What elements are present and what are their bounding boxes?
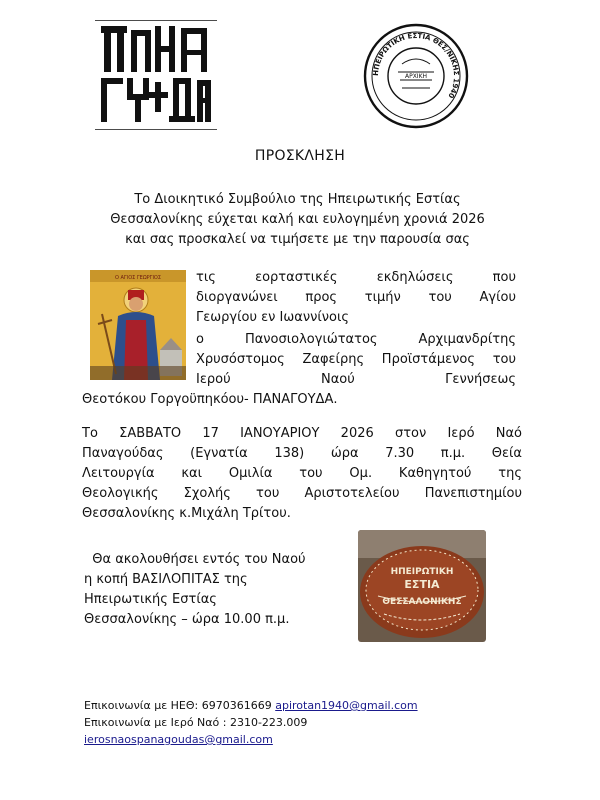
- priest-line: Ιερού Ναού Γεννήσεως: [196, 372, 516, 387]
- cake-text-line3: ΘΕΣΣΑΛΟΝΙΚΗΣ: [382, 597, 462, 607]
- vasilopita-paragraph: [84, 550, 344, 630]
- saint-icon-graphic: [90, 270, 186, 380]
- intro-paragraph: [70, 190, 525, 250]
- service-line: Θεσσαλονίκης κ.Μιχάλη Τρίτου.: [82, 506, 291, 521]
- priest-line: Χρυσόστομος Ζαφείρης Προϊστάμενος του: [196, 352, 516, 367]
- vasilopita-cake-image: [358, 530, 486, 642]
- events-line: τις εορταστικές εκδηλώσεις που: [196, 270, 516, 285]
- intro-line: Το Διοικητικό Συμβούλιο της Ηπειρωτικής Εστίας: [134, 192, 461, 207]
- cake-graphic: [358, 530, 486, 642]
- seal-center-text: ΑΡΧΙΚΗ: [404, 73, 428, 80]
- hpeirotiki-estia-seal: [362, 22, 470, 130]
- saint-george-icon-image: [90, 270, 186, 380]
- contact-hef-email-link[interactable]: apirotan1940@gmail.com: [275, 699, 418, 712]
- priest-paragraph: [196, 330, 516, 390]
- panagouda-logo-graphic: [95, 20, 217, 130]
- priest-line: ο Πανοσιολογιώτατος Αρχιμανδρίτης: [196, 332, 516, 347]
- contact-church-email-link[interactable]: ierosnaospanagoudas@gmail.com: [84, 733, 273, 746]
- contact-line-church: Επικοινωνία με Ιερό Ναό : 2310-223.009: [84, 716, 308, 729]
- contact-line-church-email: [84, 731, 544, 748]
- vasilopita-line: η κοπή ΒΑΣΙΛΟΠΙΤΑΣ της: [84, 572, 248, 587]
- contact-hef-label: Επικοινωνία με ΗΕΘ: 6970361669: [84, 699, 276, 712]
- intro-line: Θεσσαλονίκης εύχεται καλή και ευλογημένη χρονιά 2026: [110, 212, 485, 227]
- cake-text-line2: ΕΣΤΙΑ: [404, 578, 440, 591]
- service-line: Το ΣΑΒΒΑΤΟ 17 ΙΑΝΟΥΑΡΙΟΥ 2026 στον Ιερό Ναό: [82, 426, 522, 441]
- contacts-block: [84, 697, 544, 748]
- vasilopita-line: Θεσσαλονίκης – ώρα 10.00 π.μ.: [84, 612, 290, 627]
- vasilopita-line: Ηπειρωτικής Εστίας: [84, 592, 217, 607]
- seal-graphic: [362, 22, 470, 130]
- seal-ring-text: ΗΠΕΙΡΩΤΙΚΗ ΕΣΤΙΑ ΘΕΣ/ΝΙΚΗΣ 1940: [371, 31, 461, 100]
- contact-line-hef: [84, 697, 544, 714]
- page-title: ΠΡΟΣΚΛΗΣΗ: [254, 148, 346, 164]
- intro-line: και σας προσκαλεί να τιμήσετε με την παρουσία σας: [125, 232, 470, 247]
- events-paragraph: [196, 268, 516, 328]
- cake-text-line1: ΗΠΕΙΡΩΤΙΚΗ: [390, 567, 454, 577]
- service-line: Παναγούδας (Εγνατία 138) ώρα 7.30 π.μ. Θεία: [82, 446, 522, 461]
- saint-icon-caption: Ο ΑΓΙΟΣ ΓΕΩΡΓΙΟΣ: [114, 275, 162, 281]
- service-line: Θεολογικής Σχολής του Αριστοτελείου Πανεπιστημίου: [82, 486, 522, 501]
- church-name-line: Θεοτόκου Γοργοϋπηκόου- ΠΑΝΑΓΟΥΔΑ.: [82, 392, 338, 407]
- vasilopita-line: Θα ακολουθήσει εντός του Ναού: [84, 552, 306, 567]
- panagouda-logo: [95, 20, 217, 130]
- service-line: Λειτουργία και Ομιλία του Ομ. Καθηγητού της: [82, 466, 522, 481]
- events-line: Γεωργίου εν Ιωαννίνοις: [196, 310, 349, 325]
- priest-last-line: [82, 390, 522, 410]
- service-paragraph: [82, 424, 522, 524]
- events-line: διοργανώνει προς τιμήν του Αγίου: [196, 290, 516, 305]
